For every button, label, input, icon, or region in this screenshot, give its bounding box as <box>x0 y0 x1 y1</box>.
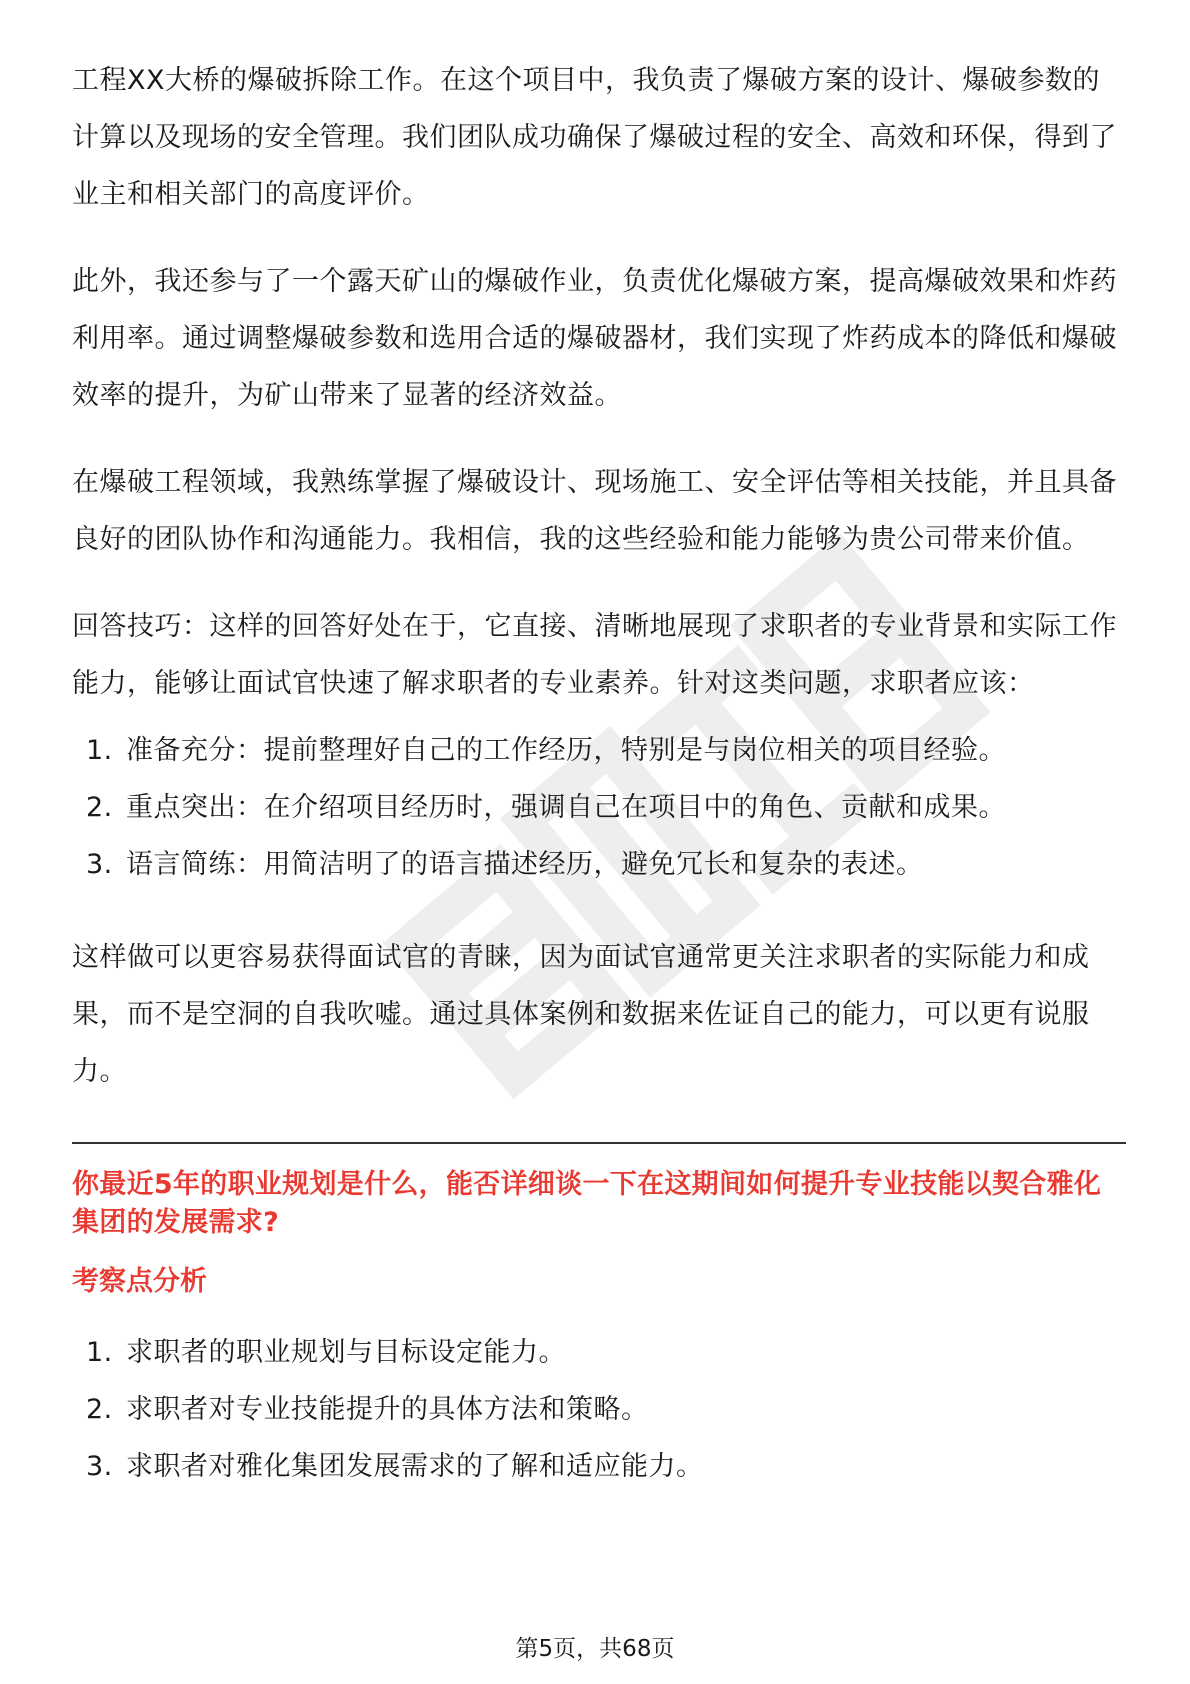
analysis-list <box>72 1324 1126 1495</box>
list-text: 求职者对专业技能提升的具体方法和策略。 <box>126 1394 649 1425</box>
list-item <box>86 1438 1126 1495</box>
list-text: 求职者的职业规划与目标设定能力。 <box>126 1337 566 1368</box>
page-footer: 第5页，共68页 <box>515 1636 675 1662</box>
list-number: 3. <box>86 849 113 880</box>
list-item <box>86 722 1126 779</box>
tips-list <box>72 722 1126 893</box>
list-number: 2. <box>86 1394 113 1425</box>
paragraph-answer-tips: 回答技巧：这样的回答好处在于，它直接、清晰地展现了求职者的专业背景和实际工作能力，能够让面试官快速了解求职者的专业素养。针对这类问题，求职者应该： <box>72 611 1117 699</box>
list-number: 3. <box>86 1451 113 1482</box>
list-item <box>86 1324 1126 1381</box>
document-content <box>72 52 1126 1495</box>
interview-question: 你最近5年的职业规划是什么，能否详细谈一下在这期间如何提升专业技能以契合雅化集团的发展需求? <box>72 1169 1102 1238</box>
list-number: 1. <box>86 735 113 766</box>
paragraph-closing: 这样做可以更容易获得面试官的青睐，因为面试官通常更关注求职者的实际能力和成果，而不是空洞的自我吹嘘。通过具体案例和数据来佐证自己的能力，可以更有说服力。 <box>72 942 1090 1087</box>
list-item <box>86 836 1126 893</box>
paragraph-project-mine: 此外，我还参与了一个露天矿山的爆破作业，负责优化爆破方案，提高爆破效果和炸药利用率。通过调整爆破参数和选用合适的爆破器材，我们实现了炸药成本的降低和爆破效率的提升，为矿山带来了显著的经济效益。 <box>72 266 1117 411</box>
paragraph-project-bridge: 工程XX大桥的爆破拆除工作。在这个项目中，我负责了爆破方案的设计、爆破参数的计算以及现场的安全管理。我们团队成功确保了爆破过程的安全、高效和环保，得到了业主和相关部门的高度评价。 <box>72 65 1117 210</box>
list-text: 重点突出：在介绍项目经历时，强调自己在项目中的角色、贡献和成果。 <box>126 792 1006 823</box>
list-text: 求职者对雅化集团发展需求的了解和适应能力。 <box>126 1451 704 1482</box>
list-number: 1. <box>86 1337 113 1368</box>
list-number: 2. <box>86 792 113 823</box>
paragraph-skills: 在爆破工程领域，我熟练掌握了爆破设计、现场施工、安全评估等相关技能，并且具备良好的团队协作和沟通能力。我相信，我的这些经验和能力能够为贵公司带来价值。 <box>72 467 1117 555</box>
section-divider <box>72 1142 1126 1144</box>
list-item <box>86 779 1126 836</box>
list-item <box>86 1381 1126 1438</box>
list-text: 语言简练：用简洁明了的语言描述经历，避免冗长和复杂的表述。 <box>126 849 924 880</box>
analysis-heading: 考察点分析 <box>72 1266 207 1297</box>
list-text: 准备充分：提前整理好自己的工作经历，特别是与岗位相关的项目经验。 <box>126 735 1006 766</box>
